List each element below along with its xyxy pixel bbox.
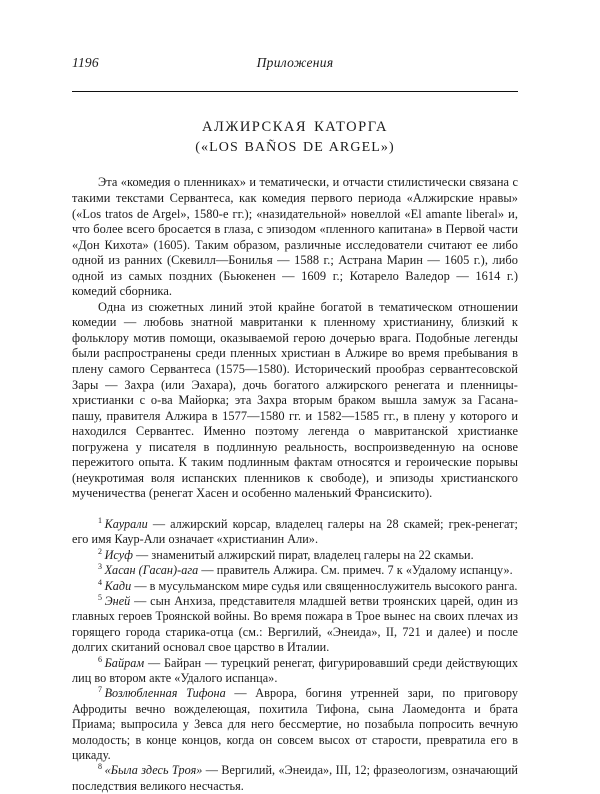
note-lemma: Каурали xyxy=(104,516,148,531)
note-lemma: Исуф xyxy=(104,547,133,562)
note-marker: 6 xyxy=(98,654,103,664)
body-text xyxy=(72,175,518,501)
note-item xyxy=(72,763,518,794)
paragraph: Эта «комедия о пленниках» и тематически, и отчасти стилистически связана с такими текстами Сервантеса, как комедия первого периода «Алжирские нравы» («Los tratos de Argel», 1580-е гг.); «назидательной» новеллой «El amante liberal» и, что более всего бросается в глаза, с эпизодом «пленного капитана» в Первой части «Дон Кихота» (1605). Таким образом, различные исследователи считают ее либо одной из ранних (Скевилл—Бонилья — 1588 г.; Астрана Марин — 1605 г.), либо одной из самых поздних (Бьюкенен — 1609 г.; Котарело Валедор — 1614 г.) комедий сборника. xyxy=(72,175,518,299)
work-title: АЛЖИРСКАЯ КАТОРГА xyxy=(202,119,388,135)
title-block xyxy=(72,118,518,157)
note-lemma: Эней xyxy=(104,593,131,608)
note-lemma: Кади xyxy=(104,578,132,593)
note-item xyxy=(72,686,518,763)
note-marker: 7 xyxy=(98,685,103,695)
page-number: 1196 xyxy=(72,55,99,70)
note-marker: 3 xyxy=(98,562,103,572)
note-marker: 5 xyxy=(98,592,103,602)
note-item xyxy=(72,656,518,687)
note-marker: 8 xyxy=(98,762,103,772)
note-lemma: Возлюбленная Тифона xyxy=(104,686,226,701)
note-text: — Вергилий, «Энеида», III, 12; фразеологизм, означающий последствия великого несчастья. xyxy=(72,763,518,793)
note-item xyxy=(72,563,518,578)
note-text: — Аврора, богиня утренней зари, по приговору Афродиты вечно вожделеющая, похитила Тифона, сына Лаомедонта и брата Приама; выпросила у Зевса для него бессмертие, но позабыла попросить вечную молодость; в конце концов, когда он совсем высох от старости, превратила его в цикаду. xyxy=(72,686,518,763)
paragraph: Одна из сюжетных линий этой крайне богатой в тематическом отношении комедии — любовь знатной мавританки к пленному христианину, близкий к фольклору мотив помощи, оказываемой герою дочерью врага. Подобные легенды были распространены среди пленных христиан в Алжире во время пребывания в плену самого Сервантеса (1575—1580). Исторический прообраз сервантесовской Зары — Захра (или Эахара), дочь богатого алжирского ренегата и пленницы-христианки с о-ва Майорка; эта Захра вторым браком вышла замуж за Гасана-пашу, правителя Алжира в 1577—1580 гг. и 1582—1585 гг., в плену у которого и находился Сервантес. Именно поэтому легенда о мавританской христианке погружена у писателя в подлинную реальность, воспроизведенную на основе пережитого опыта. К таким подлинным фактам относятся и героические порывы (неукротимая воля испанских пленников к свободе), и эпизоды христианского мученичества (ренегат Хасен и особенно маленький Франсискито). xyxy=(72,299,518,501)
work-subtitle: («LOS BAÑOS DE ARGEL») xyxy=(195,139,395,155)
header-rule xyxy=(72,91,518,92)
note-item xyxy=(72,594,518,656)
note-text: — алжирский корсар, владелец галеры на 28 скамей; грек-ренегат; его имя Каур-Али означает «христианин Али». xyxy=(72,516,518,547)
note-lemma: «Была здесь Троя» xyxy=(104,763,203,778)
running-head xyxy=(72,56,518,86)
note-lemma: Хасан (Гасан)-ага xyxy=(104,563,199,578)
note-item xyxy=(72,517,518,548)
note-text: — в мусульманском мире судья или священнослужитель высокого ранга. xyxy=(131,578,518,593)
page xyxy=(72,0,518,793)
note-text: — сын Анхиза, представителя младшей ветви троянских царей, один из главных героев Троянской войны. Во время пожара в Трое вынес на своих плечах из горящего города старика-отца (см.: Вергилий, «Энеида», II, 721 и далее) и после долгих скитаний основал свое царство в Италии. xyxy=(72,593,518,655)
note-text: — знаменитый алжирский пират, владелец галеры на 22 скамьи. xyxy=(132,547,474,562)
note-marker: 4 xyxy=(98,577,103,587)
commentary-notes xyxy=(72,517,518,794)
note-marker: 2 xyxy=(98,546,103,556)
note-text: — Байран — турецкий ренегат, фигурировавший среди действующих лиц во втором акте «Удалого испанца». xyxy=(72,655,518,685)
note-text: — правитель Алжира. См. примеч. 7 к «Удалому испанцу». xyxy=(198,563,513,578)
running-head-title: Приложения xyxy=(256,55,334,70)
note-marker: 1 xyxy=(98,515,103,525)
note-item xyxy=(72,579,518,594)
note-lemma: Байрам xyxy=(104,655,145,670)
note-item xyxy=(72,548,518,563)
